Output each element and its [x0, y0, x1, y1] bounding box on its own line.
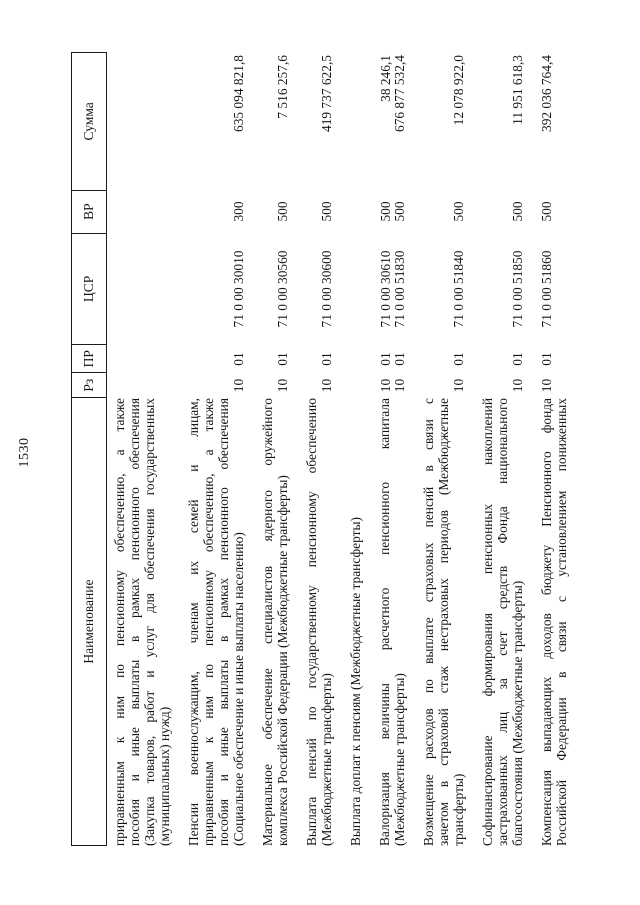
- pr-cell: 01: [231, 352, 246, 366]
- name-line: (Межбюджетные трансферты): [319, 673, 334, 846]
- csr-cell: 71 0 00 30610: [378, 250, 393, 328]
- name-cell: [112, 398, 172, 846]
- csr-cell: 71 0 00 30010: [231, 250, 246, 328]
- name-line: Выплата доплат к пенсиям (Межбюджетные трансферты): [348, 517, 363, 846]
- pr-cell: 01: [319, 352, 334, 366]
- sum-cell: 676 877 532,4: [392, 55, 407, 132]
- rz-cell: 10: [378, 378, 393, 393]
- table-row: [112, 52, 172, 846]
- table-row: [260, 52, 290, 846]
- header-rz: Рз: [72, 373, 106, 398]
- sum-cell: 7 516 257,6: [275, 55, 290, 119]
- vr-cell: 500: [510, 201, 525, 222]
- header-csr: ЦСР: [72, 234, 106, 346]
- table-row: [480, 52, 525, 846]
- name-line: (Межбюджетные трансферты): [392, 673, 407, 846]
- vr-cell: 500: [392, 201, 407, 222]
- table-row: [186, 52, 246, 846]
- vr-cell: 300: [231, 201, 246, 222]
- vr-cell: 500: [539, 201, 554, 222]
- rz-cell: 10: [539, 378, 554, 393]
- pr-cell: 01: [275, 352, 290, 366]
- header-vr: ВР: [72, 191, 106, 234]
- name-cell: [377, 398, 407, 846]
- csr-cell: 71 0 00 51840: [451, 250, 466, 328]
- header-pr: ПР: [72, 345, 106, 373]
- name-cell: [421, 398, 466, 846]
- name-line: приравненным к ним по пенсионному обеспечению, а также: [112, 398, 127, 846]
- header-sum: Сумма: [72, 53, 106, 191]
- name-line: Возмещение расходов по выплате страховых пенсий в связи с: [421, 398, 436, 846]
- vr-cell: 500: [275, 201, 290, 222]
- pr-cell: 01: [378, 352, 393, 366]
- vr-cell: 500: [378, 201, 393, 222]
- name-line: (Закупка товаров, работ и услуг для обеспечения государственных: [142, 398, 157, 846]
- name-line: Материальное обеспечение специалистов ядерного оружейного: [260, 398, 275, 846]
- name-line: зачетом в страховой стаж нестраховых периодов (Межбюджетные: [436, 398, 451, 846]
- sum-cell: 38 246,1: [378, 55, 393, 102]
- name-line: пособия и иные выплаты в рамках пенсионного обеспечения: [127, 398, 142, 846]
- name-line: застрахованных лиц за счет средств Фонда национального: [495, 398, 510, 846]
- table-body: [112, 52, 569, 846]
- table-row: [539, 52, 569, 846]
- name-line: Компенсация выпадающих доходов бюджету Пенсионного фонда: [539, 398, 554, 846]
- pr-cell: 01: [451, 352, 466, 366]
- name-cell: [348, 398, 363, 846]
- name-line: Российской Федерации в связи с установлением пониженных: [554, 398, 569, 846]
- name-cell: [186, 398, 246, 846]
- header-name: Наименование: [81, 579, 96, 664]
- name-cell: [304, 398, 334, 846]
- vr-cell: 500: [451, 201, 466, 222]
- rz-cell: 10: [319, 378, 334, 393]
- sum-cell: 11 951 618,3: [510, 55, 525, 125]
- pr-cell: 01: [539, 352, 554, 366]
- sum-cell: 419 737 622,5: [319, 55, 334, 132]
- page-number: 1530: [17, 437, 32, 468]
- rz-cell: 10: [275, 378, 290, 393]
- vr-cell: 500: [319, 201, 334, 222]
- name-line: Пенсии военнослужащим, членам их семей и лицам,: [186, 398, 201, 846]
- name-line: Софинансирование формирования пенсионных накоплений: [480, 398, 495, 846]
- name-line: (Социальное обеспечение и иные выплаты населению): [231, 532, 246, 846]
- csr-cell: 71 0 00 30600: [319, 250, 334, 328]
- sum-cell: 635 094 821,8: [231, 55, 246, 132]
- name-line: благосостояния (Межбюджетные трансферты): [510, 580, 525, 846]
- name-cell: [260, 398, 290, 846]
- csr-cell: 71 0 00 51860: [539, 250, 554, 328]
- sum-cell: 12 078 922,0: [451, 55, 466, 126]
- name-line: пособия и иные выплаты в рамках пенсионного обеспечения: [216, 398, 231, 846]
- rz-cell: 10: [510, 378, 525, 393]
- name-line: комплекса Российской Федерации (Межбюджетные трансферты): [275, 475, 290, 846]
- name-line: (муниципальных) нужд): [157, 706, 172, 846]
- csr-cell: 71 0 00 51830: [392, 250, 407, 328]
- csr-cell: 71 0 00 51850: [510, 250, 525, 328]
- pr-cell: 01: [392, 352, 407, 366]
- name-line: приравненным к ним по пенсионному обеспечению, а также: [201, 398, 216, 846]
- pr-cell: 01: [510, 352, 525, 366]
- rz-cell: 10: [451, 378, 466, 393]
- csr-cell: 71 0 00 30560: [275, 250, 290, 328]
- sum-cell: 392 036 764,4: [539, 55, 554, 132]
- rz-cell: 10: [392, 378, 407, 393]
- budget-table: [71, 52, 569, 846]
- table-row: [304, 52, 334, 846]
- rz-cell: 10: [231, 378, 246, 393]
- table-row: [421, 52, 466, 846]
- name-cell: [539, 398, 569, 846]
- name-line: Валоризация величины расчетного пенсионного капитала: [377, 398, 392, 846]
- name-line: трансферты): [451, 773, 466, 846]
- name-line: Выплата пенсий по государственному пенсионному обеспечению: [304, 398, 319, 846]
- table-header-row: [71, 52, 107, 846]
- name-cell: [480, 398, 525, 846]
